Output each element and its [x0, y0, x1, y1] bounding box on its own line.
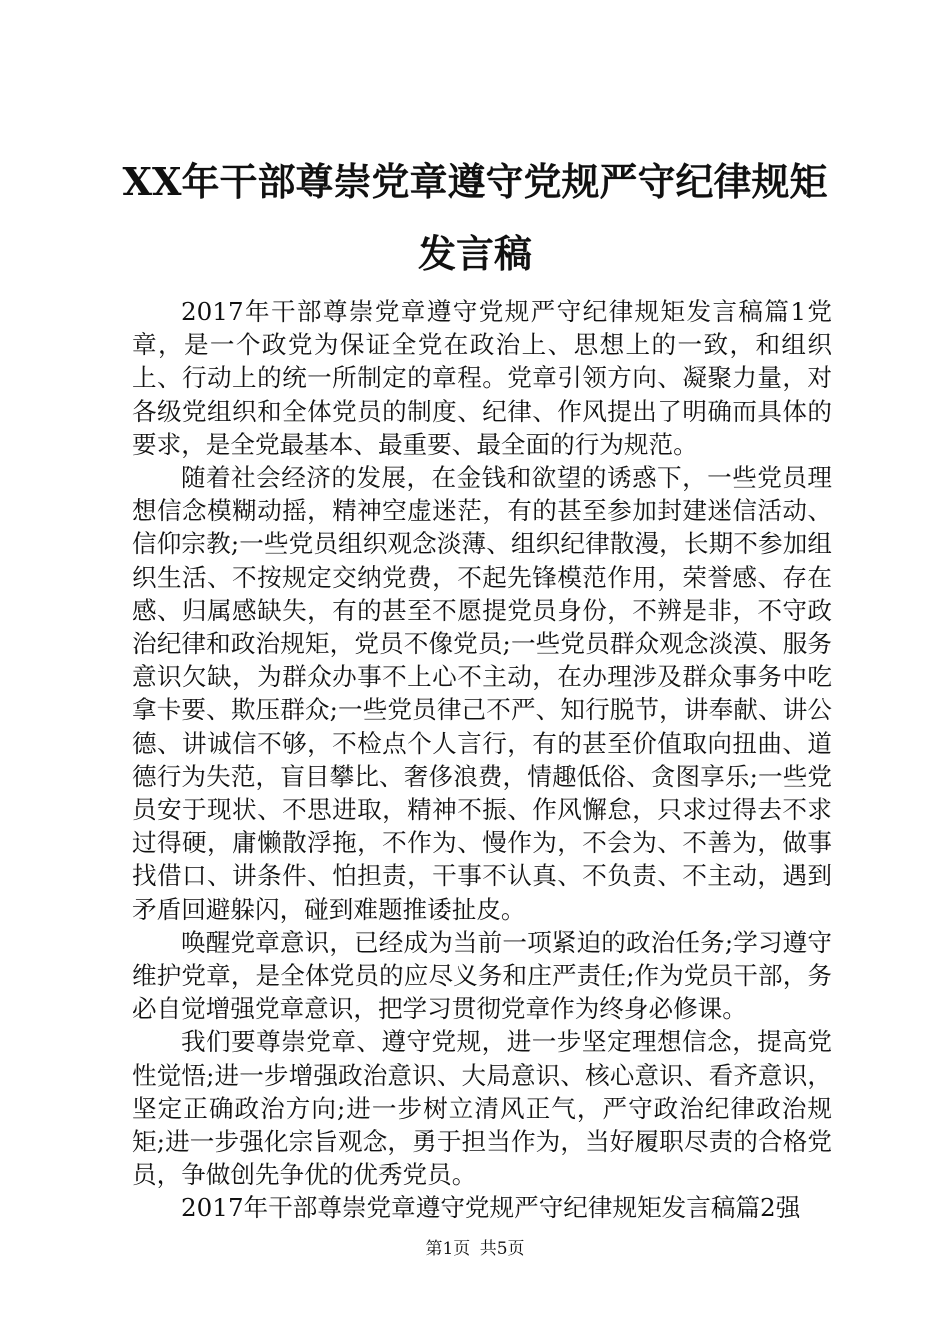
paragraph-4: 我们要尊崇党章、遵守党规，进一步坚定理想信念，提高党性觉悟;进一步增强政治意识、大局意识、核心意识、看齐意识，坚定正确政治方向;进一步树立清风正气，严守政治纪律政治规矩;进一步强化宗旨观念，勇于担当作为，当好履职尽责的合格党员，争做创先争优的优秀党员。 [132, 1027, 832, 1190]
paragraph-3: 唤醒党章意识，已经成为当前一项紧迫的政治任务;学习遵守维护党章，是全体党员的应尽义务和庄严责任;作为党员干部，务必自觉增强党章意识，把学习贯彻党章作为终身必修课。 [132, 927, 832, 1024]
page-footer [0, 1238, 950, 1260]
page-total: 共5页 [479, 1239, 525, 1259]
paragraph-5: 2017年干部尊崇党章遵守党规严守纪律规矩发言稿篇2强 [181, 1193, 801, 1223]
document-body [132, 295, 832, 1225]
page-number: 第1页 [425, 1239, 471, 1259]
paragraph-1: 2017年干部尊崇党章遵守党规严守纪律规矩发言稿篇1党章，是一个政党为保证全党在政治上、思想上的一致，和组织上、行动上的统一所制定的章程。党章引领方向、凝聚力量，对各级党组织和全体党员的制度、纪律、作风提出了明确而具体的要求，是全党最基本、最重要、最全面的行为规范。 [132, 297, 832, 459]
document-title: XX年干部尊崇党章遵守党规严守纪律规矩发言稿 [122, 159, 828, 276]
paragraph-2: 随着社会经济的发展，在金钱和欲望的诱惑下，一些党员理想信念模糊动摇，精神空虚迷茫，有的甚至参加封建迷信活动、信仰宗教;一些党员组织观念淡薄、组织纪律散漫，长期不参加组织生活、不按规定交纳党费，不起先锋模范作用，荣誉感、存在感、归属感缺失，有的甚至不愿提党员身份，不辨是非，不守政治纪律和政治规矩，党员不像党员;一些党员群众观念淡漠、服务意识欠缺，为群众办事不上心不主动，在办理涉及群众事务中吃拿卡要、欺压群众;一些党员律己不严、知行脱节，讲奉献、讲公德、讲诚信不够，不检点个人言行，有的甚至价值取向扭曲、道德行为失范，盲目攀比、奢侈浪费，情趣低俗、贪图享乐;一些党员安于现状、不思进取，精神不振、作风懈怠，只求过得去不求过得硬，庸懒散浮拖，不作为、慢作为，不会为、不善为，做事找借口、讲条件、怕担责，干事不认真、不负责、不主动，遇到矛盾回避躲闪，碰到难题推诿扯皮。 [132, 463, 832, 924]
